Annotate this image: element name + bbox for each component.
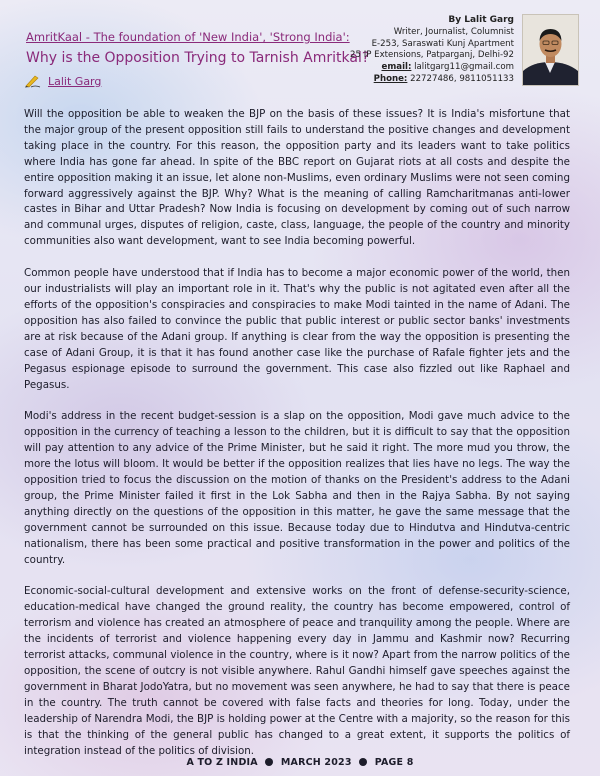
author-contact-block bbox=[350, 15, 514, 86]
body-paragraph: Common people have understood that if India has to become a major economic power of the world, then our industrialists will play an important role in it. That's why the public is not agitated even after all the efforts of the opposition's conspiracies and conspiracies to make Modi tainted in the name of Adani. The opposition has also failed to convince the public that public interest or public sector banks' investments are at risk because of the Adani group. If anything is clear from the way the opposition is presenting the case of Adani Group, it is that it has found another case like the purchase of Rafale fighter jets and the Pegasus espionage episode to surround the government. This case also fizzled out like Raphael and Pegasus. bbox=[24, 267, 570, 391]
article-byline bbox=[24, 74, 101, 88]
body-paragraph: Will the opposition be able to weaken the BJP on the basis of these issues? It is India's misfortune that the major group of the present opposition still fails to understand the positive changes and development taking place in the country. For this reason, the opposition party and its leaders want to take politics where India has gone far ahead. In spite of the BBC report on Gujarat riots at all costs and despite the entire opposition making it an issue, let alone non-Muslims, even ordinary Muslims were not seen coming forward aggressively against the BJP. Why? What is the meaning of calling Ramcharitmanas anti-lower castes in Bihar and Uttar Pradesh? Now India is focusing on development by coming out of such narrow and communal urges, disputes of religion, caste, class, language, the people of the country and minority communities also want development, want to see India becoming powerful. bbox=[24, 108, 570, 248]
byline-author-name: Lalit Garg bbox=[48, 74, 102, 88]
article-headline: Why is the Opposition Trying to Tarnish Amritkal? bbox=[26, 50, 370, 66]
body-paragraph: Modi's address in the recent budget-session is a slap on the opposition, Modi gave much advice to the opposition in the currency of teaching a lesson to the children, but it is difficult to say that the opposition will pay attention to any advice of the Prime Minister, but he said it right. The more mud you throw, the more the lotus will bloom. It would be better if the opposition realizes that lies have no legs. The way the opposition tried to focus the discussion on the motion of thanks on the President's address to the Adani group, the Prime Minister failed it first in the Lok Sabha and then in the Rajya Sabha. By not saying anything directly on the questions of the opposition in this matter, he gave the same message that the government cannot be surrounded on this issue. Because today due to Hindutva and Hindutva-centric nationalism, there has been some practical and positive transformation in the power and politics of the country. bbox=[24, 410, 570, 566]
email-label: email: bbox=[381, 62, 412, 73]
bullet-dot-icon bbox=[359, 758, 367, 766]
article-kicker: AmritKaal - The foundation of 'New India', 'Strong India': bbox=[26, 30, 350, 44]
author-photo bbox=[522, 14, 579, 86]
article-header bbox=[0, 0, 600, 100]
article-body bbox=[24, 107, 570, 775]
author-phone-row bbox=[350, 74, 514, 86]
author-address-line-2: 25 IP Extensions, Patparganj, Delhi-92 bbox=[350, 50, 514, 61]
body-paragraph: Economic-social-cultural development and extensive works on the front of defense-security-science, education-medical have changed the ground reality, the country has become empowered, control of terrorism and violence has created an atmosphere of peace and tranquility among the people. Where are the incidents of terrorist and violence happening every day in Jammu and Kashmir now? Recurring terrorist attacks, communal violence in the country, where is it now? Apart from the narrow politics of the opposition, the scene of outcry is not visible anywhere. Rahul Gandhi himself gave speeches against the government in Bharat JodoYatra, but no movement was seen anywhere, he had to say that there is peace in the country. The truth cannot be covered with false facts and theories for long. Today, under the leadership of Narendra Modi, the BJP is holding power at the Centre with a majority, so the reason for this is that the thinking of the general public has changed to a great extent, it supports the politics of integration instead of the politics of division. bbox=[24, 585, 570, 757]
phone-label: Phone: bbox=[373, 73, 408, 84]
pen-writing-icon bbox=[24, 74, 42, 88]
author-email-row bbox=[350, 62, 514, 74]
issue-date: MARCH 2023 bbox=[280, 757, 352, 768]
publication-name: A TO Z INDIA bbox=[186, 757, 258, 768]
page-footer bbox=[0, 757, 600, 768]
author-email[interactable]: lalitgarg11@gmail.com bbox=[414, 62, 514, 73]
author-portrait-image bbox=[523, 15, 578, 85]
author-role: Writer, Journalist, Columnist bbox=[393, 26, 514, 37]
author-address-line-1: E-253, Saraswati Kunj Apartment bbox=[371, 38, 514, 49]
author-phone: 22727486, 9811051133 bbox=[410, 73, 514, 84]
bullet-dot-icon bbox=[265, 758, 273, 766]
author-name: By Lalit Garg bbox=[448, 15, 514, 25]
page-number: PAGE 8 bbox=[374, 757, 414, 768]
